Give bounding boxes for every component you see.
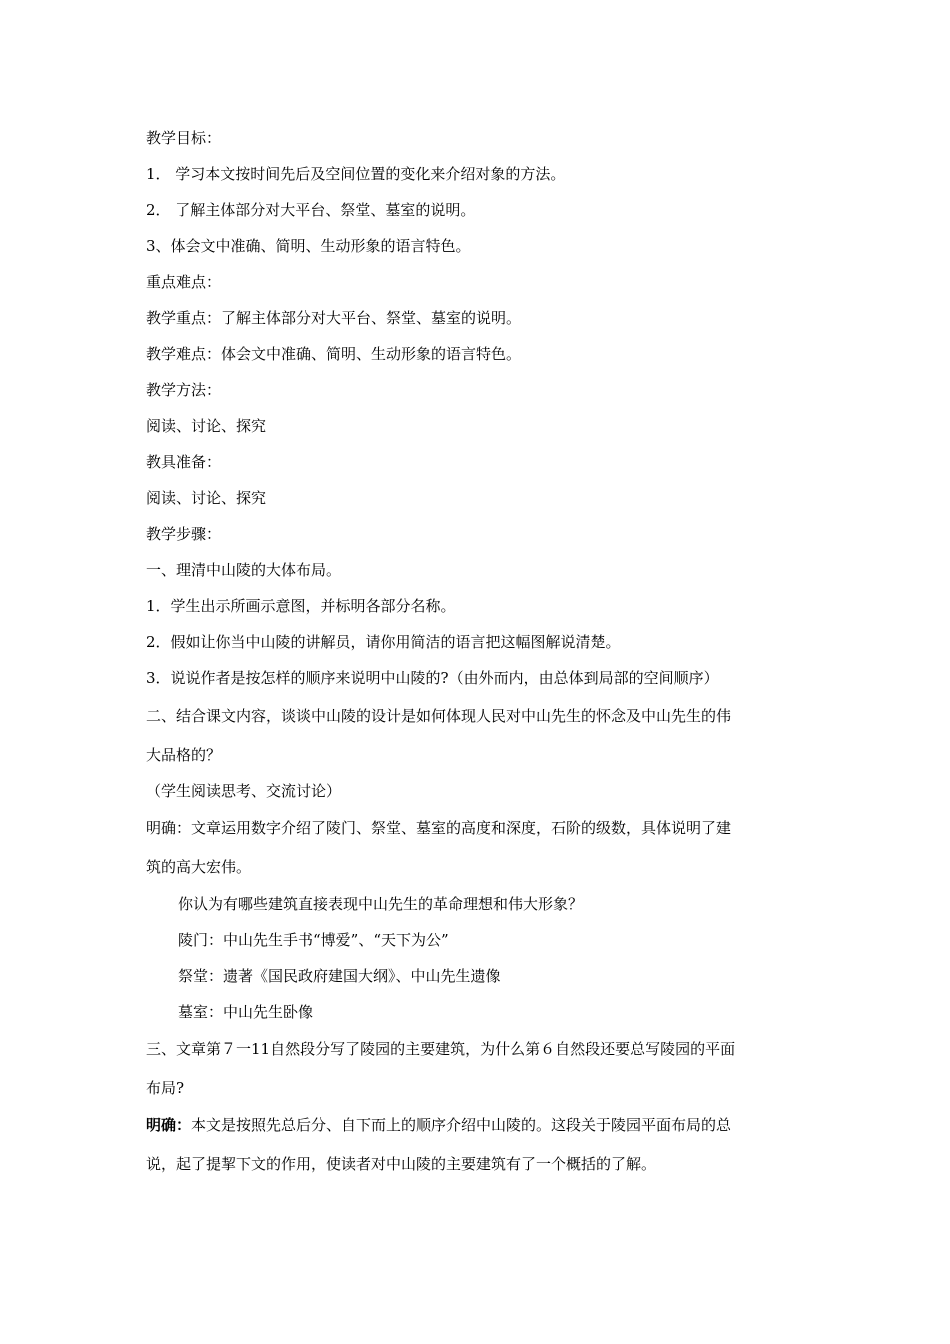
- methods-text: 阅读、讨论、探究: [146, 417, 267, 435]
- step-2-note: （学生阅读思考、交流讨论）: [146, 782, 342, 800]
- heading-key-points: 重点难点：: [146, 273, 222, 291]
- step-2-question: 你认为有哪些建筑直接表现中山先生的革命理想和伟大形象？: [178, 895, 584, 913]
- step-1-item-1: 1．学生出示所画示意图，并标明各部分名称。: [146, 597, 456, 615]
- heading-methods: 教学方法：: [146, 381, 222, 399]
- answer-text: 本文是按照先总后分、自下而上的顺序介绍中山陵的。这段关于陵园平面布局的总: [191, 1116, 732, 1134]
- materials-text: 阅读、讨论、探究: [146, 489, 267, 507]
- step-1-heading: 一、理清中山陵的大体布局。: [146, 561, 342, 579]
- difficult-point: 教学难点：体会文中准确、简明、生动形象的语言特色。: [146, 345, 522, 363]
- step-3-answer-line-2: 说，起了提挈下文的作用，使读者对中山陵的主要建筑有了一个概括的了解。: [146, 1155, 657, 1173]
- objective-2: 2． 了解主体部分对大平台、祭堂、墓室的说明。: [146, 201, 476, 219]
- heading-materials: 教具准备：: [146, 453, 222, 471]
- objective-3: 3、体会文中准确、简明、生动形象的语言特色。: [146, 237, 471, 255]
- step-3-answer-line-1: [146, 1115, 731, 1135]
- step-3-heading-line-2: 布局?: [146, 1079, 185, 1097]
- step-2-item-tomb: 墓室：中山先生卧像: [178, 1003, 314, 1021]
- step-1-item-3: 3．说说作者是按怎样的顺序来说明中山陵的?（由外而内，由总体到局部的空间顺序）: [146, 669, 719, 687]
- step-2-heading-line-2: 大品格的？: [146, 746, 222, 764]
- step-2-item-gate: 陵门：中山先生手书“博爱”、“天下为公”: [178, 931, 449, 949]
- step-2-heading-line-1: 二、结合课文内容，谈谈中山陵的设计是如何体现人民对中山先生的怀念及中山先生的伟: [146, 707, 732, 725]
- answer-label: 明确：: [146, 1116, 192, 1134]
- step-2-item-hall: 祭堂：遗著《国民政府建国大纲》、中山先生遗像: [178, 967, 501, 985]
- heading-objectives: 教学目标：: [146, 129, 222, 147]
- step-3-heading-line-1: 三、文章第７一11自然段分写了陵园的主要建筑，为什么第６自然段还要总写陵园的平面: [146, 1040, 736, 1058]
- step-1-item-2: 2．假如让你当中山陵的讲解员，请你用简洁的语言把这幅图解说清楚。: [146, 633, 621, 651]
- step-2-answer-line-2: 筑的高大宏伟。: [146, 858, 252, 876]
- heading-steps: 教学步骤：: [146, 525, 222, 543]
- objective-1: 1． 学习本文按时间先后及空间位置的变化来介绍对象的方法。: [146, 165, 566, 183]
- key-point: 教学重点：了解主体部分对大平台、祭堂、墓室的说明。: [146, 309, 522, 327]
- step-2-answer-line-1: 明确：文章运用数字介绍了陵门、祭堂、墓室的高度和深度，石阶的级数，具体说明了建: [146, 819, 732, 837]
